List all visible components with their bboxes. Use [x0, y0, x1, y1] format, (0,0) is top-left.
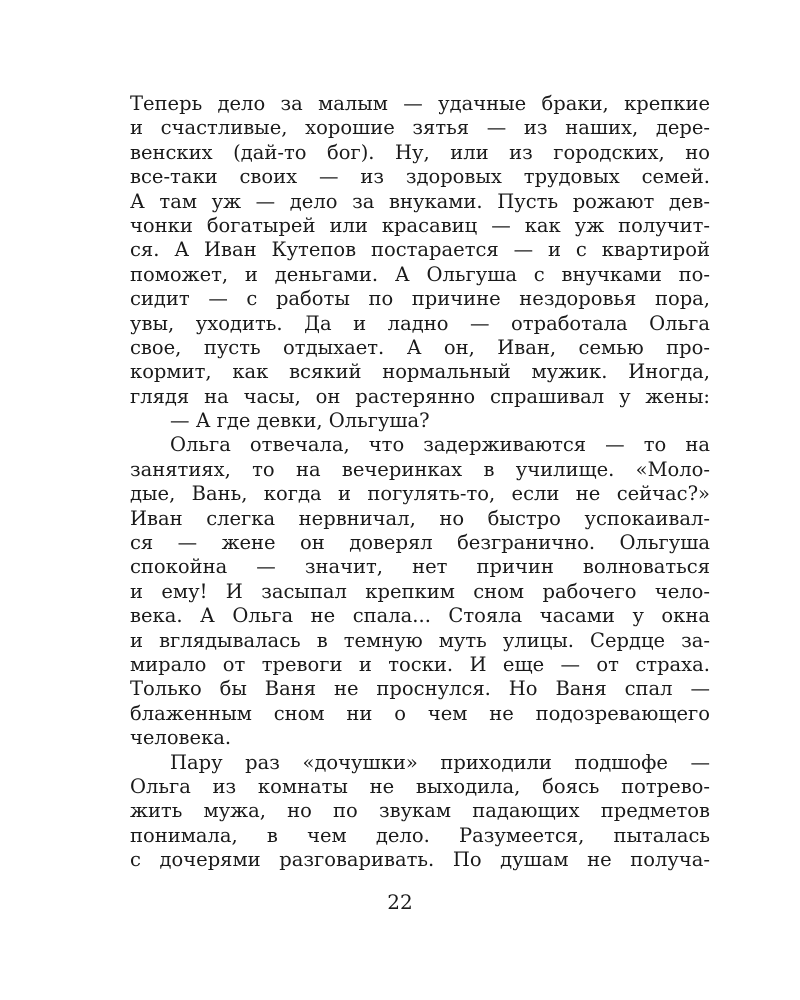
text-line: человека.: [130, 726, 232, 750]
text-line: Только бы Ваня не проснулся. Но Ваня спал —: [130, 677, 710, 701]
text-line: мирало от тревоги и тоски. И еще — от страха.: [130, 652, 710, 676]
text-line: жить мужа, но по звукам падающих предметов: [130, 799, 710, 823]
text-line: ся. А Иван Кутепов постарается — и с квартирой: [130, 238, 710, 262]
text-line: и вглядывалась в темную муть улицы. Сердце за-: [130, 628, 710, 652]
text-line: А там уж — дело за внуками. Пусть рожают дев-: [130, 189, 710, 213]
text-line: все-таки своих — из здоровых трудовых семей.: [130, 165, 710, 189]
text-line: спокойна — значит, нет причин волноваться: [130, 555, 710, 579]
text-line: глядя на часы, он растерянно спрашивал у жены:: [130, 384, 710, 408]
text-line: Пару раз «дочушки» приходили подшофе —: [170, 750, 710, 774]
text-line: понимала, в чем дело. Разумеется, пыталась: [130, 823, 710, 847]
page-number: 22: [387, 890, 413, 914]
text-line: — А где девки, Ольгуша?: [170, 409, 430, 433]
text-line: Ольга отвечала, что задерживаются — то на: [170, 433, 710, 457]
book-page-text: [130, 92, 710, 873]
text-line: и ему! И засыпал крепким сном рабочего чело-: [130, 579, 710, 603]
text-line: венских (дай-то бог). Ну, или из городских, но: [130, 140, 710, 164]
text-line: дые, Вань, когда и погулять-то, если не сейчас?»: [130, 482, 710, 506]
text-line: чонки богатырей или красавиц — как уж получит-: [130, 213, 710, 237]
text-line: увы, уходить. Да и ладно — отработала Ольга: [130, 311, 710, 335]
text-line: блаженным сном ни о чем не подозревающего: [130, 701, 710, 725]
text-line: Иван слегка нервничал, но быстро успокаивал-: [130, 506, 710, 530]
text-line: с дочерями разговаривать. По душам не получа-: [130, 848, 710, 872]
text-line: Ольга из комнаты не выходила, боясь потрево-: [130, 774, 710, 798]
text-line: поможет, и деньгами. А Ольгуша с внучками по-: [130, 262, 710, 286]
text-line: кормит, как всякий нормальный мужик. Иногда,: [130, 360, 710, 384]
text-line: сидит — с работы по причине нездоровья пора,: [130, 287, 710, 311]
text-line: и счастливые, хорошие зятья — из наших, дере-: [130, 116, 710, 140]
text-line: века. А Ольга не спала... Стояла часами у окна: [130, 604, 710, 628]
text-line: свое, пусть отдыхает. А он, Иван, семью про-: [130, 335, 710, 359]
text-line: занятиях, то на вечеринках в училище. «Моло-: [130, 457, 710, 481]
text-line: ся — жене он доверял безгранично. Ольгуша: [130, 531, 710, 555]
text-line: Теперь дело за малым — удачные браки, крепкие: [130, 92, 710, 115]
